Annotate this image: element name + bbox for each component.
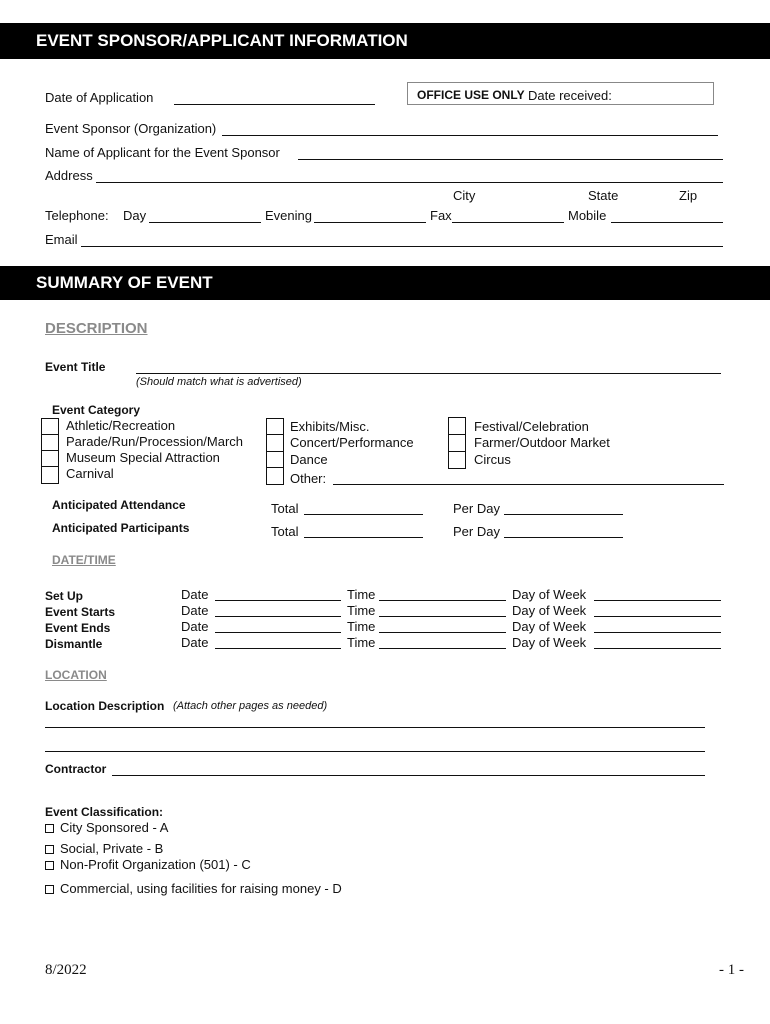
participants-label: Anticipated Participants: [52, 521, 190, 535]
attendance-total-label: Total: [271, 501, 299, 516]
dow-label: Day of Week: [512, 619, 587, 634]
date-of-application-field[interactable]: [174, 104, 375, 105]
date-label: Date: [181, 587, 209, 602]
checkbox-icon[interactable]: [45, 824, 54, 833]
attendance-per-day-label: Per Day: [453, 501, 500, 516]
classification-label: Non-Profit Organization (501) - C: [60, 857, 251, 872]
festival-checkbox[interactable]: [448, 417, 466, 435]
starts-date-field[interactable]: [215, 616, 341, 617]
event-category-label: Event Category: [52, 403, 141, 417]
date-of-application-label: Date of Application: [45, 90, 154, 105]
attach-note: (Attach other pages as needed): [173, 700, 328, 712]
time-label: Time: [347, 587, 376, 602]
parade-label: Parade/Run/Procession/March: [66, 434, 244, 449]
location-description-label: Location Description: [45, 699, 165, 713]
classification-label: Commercial, using facilities for raising money - D: [60, 881, 342, 896]
dow-label: Day of Week: [512, 635, 587, 650]
date-time-heading: DATE/TIME: [52, 553, 116, 567]
applicant-name-field[interactable]: [298, 159, 723, 160]
schedule-row-label: Dismantle: [45, 637, 103, 651]
circus-label: Circus: [474, 452, 511, 467]
other-label: Other:: [290, 471, 327, 486]
day-phone-label: Day: [123, 208, 147, 223]
schedule-row-label: Event Ends: [45, 621, 111, 635]
attendance-label: Anticipated Attendance: [52, 498, 186, 512]
mobile-label: Mobile: [568, 208, 607, 223]
evening-phone-label: Evening: [265, 208, 312, 223]
date-received-label: Date received:: [528, 88, 612, 103]
date-label: Date: [181, 635, 209, 650]
email-label: Email: [45, 232, 78, 247]
concert-checkbox[interactable]: [266, 434, 284, 452]
state-label: State: [588, 188, 619, 203]
concert-label: Concert/Performance: [290, 435, 414, 450]
email-field[interactable]: [81, 246, 723, 247]
setup-date-field[interactable]: [215, 600, 341, 601]
ends-time-field[interactable]: [379, 632, 506, 633]
farmer-checkbox[interactable]: [448, 434, 466, 452]
location-line-1[interactable]: [45, 727, 705, 728]
setup-dow-field[interactable]: [594, 600, 721, 601]
time-label: Time: [347, 603, 376, 618]
classification-option-a[interactable]: [45, 820, 168, 835]
location-line-2[interactable]: [45, 751, 705, 752]
ends-date-field[interactable]: [215, 632, 341, 633]
evening-phone-field[interactable]: [314, 222, 426, 223]
day-phone-field[interactable]: [149, 222, 261, 223]
attendance-total-field[interactable]: [304, 514, 423, 515]
fax-label: Fax: [430, 208, 452, 223]
classification-option-b[interactable]: [45, 841, 163, 856]
section-header-sponsor: [0, 23, 770, 59]
classification-label: Social, Private - B: [60, 841, 164, 856]
museum-label: Museum Special Attraction: [66, 450, 220, 465]
attendance-per-day-field[interactable]: [504, 514, 623, 515]
classification-heading: Event Classification:: [45, 805, 164, 819]
exhibits-label: Exhibits/Misc.: [290, 419, 370, 434]
participants-total-label: Total: [271, 524, 299, 539]
zip-label: Zip: [679, 188, 698, 203]
address-field[interactable]: [96, 182, 723, 183]
circus-checkbox[interactable]: [448, 451, 466, 469]
contractor-field[interactable]: [112, 775, 705, 776]
event-sponsor-field[interactable]: [222, 135, 718, 136]
checkbox-icon[interactable]: [45, 861, 54, 870]
description-heading: DESCRIPTION: [45, 320, 148, 337]
starts-time-field[interactable]: [379, 616, 506, 617]
dance-label: Dance: [290, 452, 328, 467]
other-field[interactable]: [333, 484, 724, 485]
participants-per-day-label: Per Day: [453, 524, 500, 539]
fax-field[interactable]: [452, 222, 564, 223]
carnival-checkbox[interactable]: [41, 466, 59, 484]
address-label: Address: [45, 168, 93, 183]
mobile-field[interactable]: [611, 222, 723, 223]
applicant-name-label: Name of Applicant for the Event Sponsor: [45, 145, 280, 160]
dismantle-dow-field[interactable]: [594, 648, 721, 649]
page-number: - 1 -: [719, 962, 744, 978]
dow-label: Day of Week: [512, 587, 587, 602]
schedule-row-label: Set Up: [45, 589, 84, 603]
classification-label: City Sponsored - A: [60, 820, 169, 835]
should-match-note: (Should match what is advertised): [136, 376, 302, 388]
carnival-label: Carnival: [66, 466, 114, 481]
footer-date: 8/2022: [45, 962, 87, 978]
checkbox-icon[interactable]: [45, 885, 54, 894]
office-use-label: OFFICE USE ONLY: [417, 88, 525, 102]
dow-label: Day of Week: [512, 603, 587, 618]
participants-per-day-field[interactable]: [504, 537, 623, 538]
ends-dow-field[interactable]: [594, 632, 721, 633]
participants-total-field[interactable]: [304, 537, 423, 538]
starts-dow-field[interactable]: [594, 616, 721, 617]
event-title-field[interactable]: [136, 373, 721, 374]
checkbox-icon[interactable]: [45, 845, 54, 854]
section-header-summary: [0, 266, 770, 300]
athletic-label: Athletic/Recreation: [66, 418, 176, 433]
time-label: Time: [347, 619, 376, 634]
section-title: EVENT SPONSOR/APPLICANT INFORMATION: [36, 31, 408, 50]
city-label: City: [453, 188, 476, 203]
event-sponsor-label: Event Sponsor (Organization): [45, 121, 217, 136]
date-label: Date: [181, 603, 209, 618]
classification-option-c[interactable]: [45, 857, 251, 872]
section-title: SUMMARY OF EVENT: [36, 273, 213, 292]
dismantle-time-field[interactable]: [379, 648, 506, 649]
setup-time-field[interactable]: [379, 600, 506, 601]
event-title-label: Event Title: [45, 360, 106, 374]
other-checkbox[interactable]: [266, 467, 284, 485]
dismantle-date-field[interactable]: [215, 648, 341, 649]
time-label: Time: [347, 635, 376, 650]
classification-option-d[interactable]: [45, 881, 342, 896]
location-heading: LOCATION: [45, 668, 107, 682]
festival-label: Festival/Celebration: [474, 419, 589, 434]
schedule-row-dismantle: [45, 635, 102, 653]
farmer-label: Farmer/Outdoor Market: [474, 435, 610, 450]
contractor-label: Contractor: [45, 762, 107, 776]
schedule-row-label: Event Starts: [45, 605, 116, 619]
telephone-label: Telephone:: [45, 208, 109, 223]
date-label: Date: [181, 619, 209, 634]
